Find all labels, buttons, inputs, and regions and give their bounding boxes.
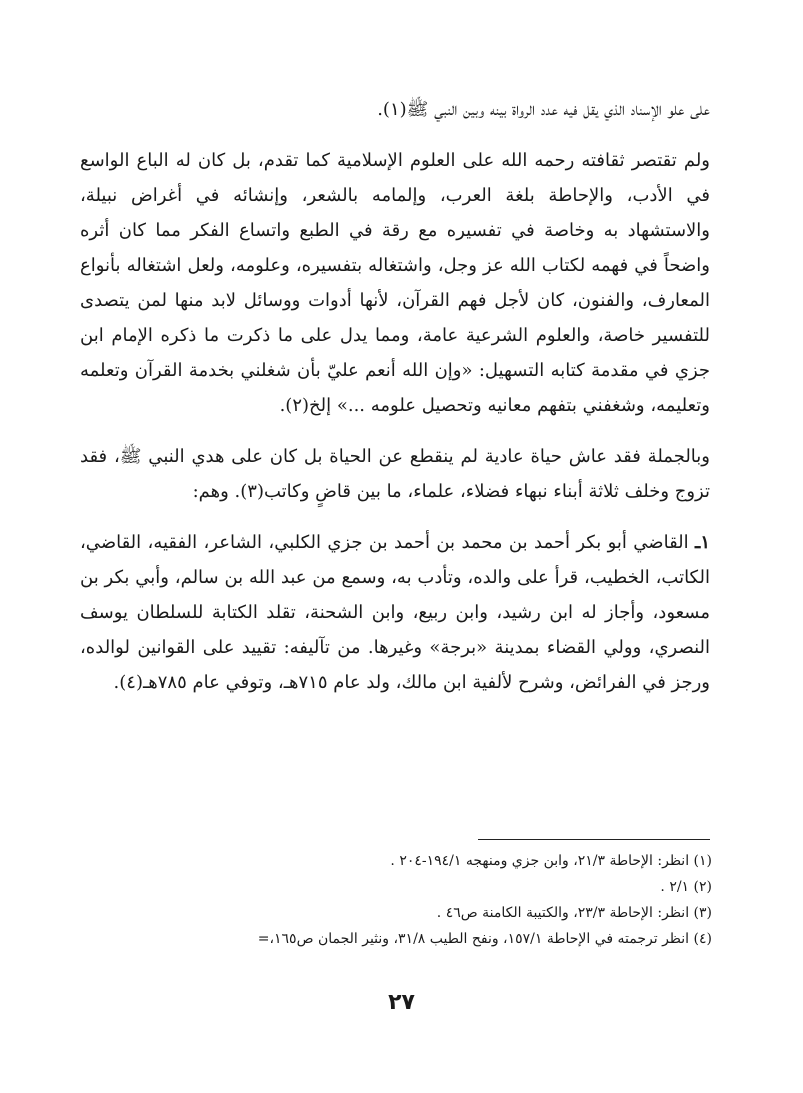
list-item-text: القاضي أبو بكر أحمد بن محمد بن أحمد بن جزي الكلبي، الشاعر، الفقيه، القاضي، الكاتب، الخطيب، قرأ على والده، وتأدب به، وسمع من عبد الله بن سالم، وأبي بكر بن مسعود، وأجاز له ابن رشيد، وابن ربيع، وابن الشحنة، تقلد الكتابة للسلطان يوسف النصري، وولي القضاء بمدينة «برجة» وغيرها. من تآليفه: تقييد على القوانين لوالده، ورجز في الفرائض، وشرح لألفية ابن مالك، ولد عام ٧١٥هـ، وتوفي عام ٧٨٥هـ(٤). <box>80 532 710 693</box>
page-number: ٢٧ <box>388 990 415 1015</box>
footnote-divider <box>478 839 710 840</box>
main-text <box>80 92 710 700</box>
paragraph-1: على علو الإسناد الذي يقل فيه عدد الرواة بينه وبين النبي ﷺ(١). <box>377 99 710 120</box>
footnotes <box>40 848 712 952</box>
list-item-number: ١ـ <box>695 532 710 553</box>
paragraph-3: وبالجملة فقد عاش حياة عادية لم ينقطع عن الحياة بل كان على هدي النبي ﷺ، فقد تزوج وخلف ثلاثة أبناء نبهاء فضلاء، علماء، ما بين قاضٍ وكاتب(٣). وهم: <box>80 446 710 502</box>
list-item-1 <box>80 525 710 700</box>
footnote-3: (٣) انظر: الإحاطة ٢٣/٣، والكتيبة الكامنة ص٤٦ . <box>436 905 712 921</box>
paragraph-2: ولم تقتصر ثقافته رحمه الله على العلوم الإسلامية كما تقدم، بل كان له الباع الواسع في الأدب، والإحاطة بلغة العرب، وإلمامه بالشعر، وإنشائه في أغراض نبيلة، والاستشهاد به وخاصة في تفسيره مع رقة في الطبع واتساع الفكر مما كان أثره واضحاً في فهمه لكتاب الله عز وجل، واشتغاله بتفسيره، وعلومه، ولعل اشتغاله بأنواع المعارف، والفنون، كان لأجل فهم القرآن، لأنها أدوات ووسائل لابد منها لمن يتصدى للتفسير خاصة، والعلوم الشرعية عامة، ومما يدل على ما ذكرت ما ذكره الإمام ابن جزي في مقدمة كتابه التسهيل: «وإن الله أنعم عليّ بأن شغلني بخدمة القرآن وتعلمه وتعليمه، وشغفني بتفهم معانيه وتحصيل علومه ...» إلخ(٢). <box>80 150 710 416</box>
footnote-1: (١) انظر: الإحاطة ٢١/٣، وابن جزي ومنهجه ١٩٤/١-٢٠٤ . <box>390 853 712 869</box>
footnote-4: (٤) انظر ترجمته في الإحاطة ١٥٧/١، ونفح الطيب ٣١/٨، ونثير الجمان ص١٦٥،= <box>257 931 712 947</box>
footnote-2: (٢) ٢/١ . <box>660 879 712 895</box>
